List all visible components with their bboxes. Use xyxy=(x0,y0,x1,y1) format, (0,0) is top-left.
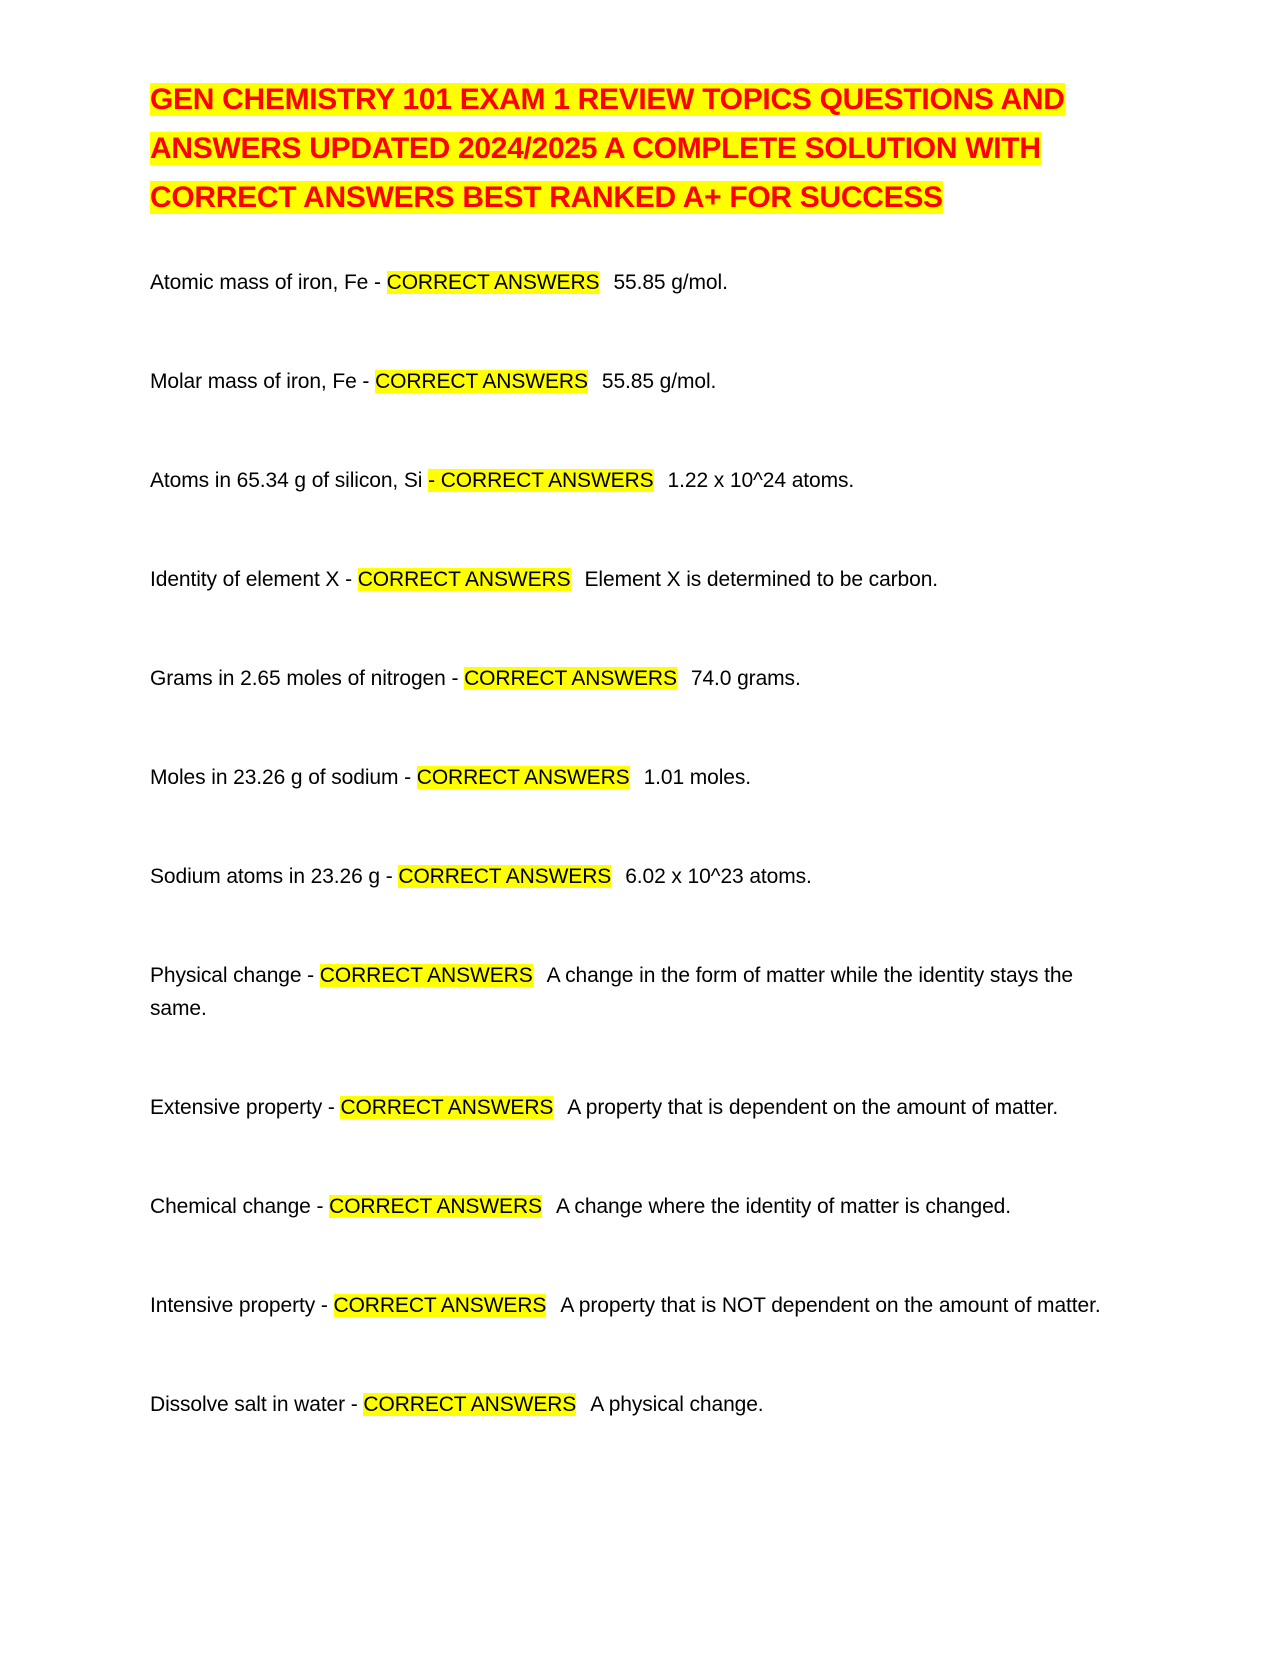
qa-term: Molar mass of iron, Fe - xyxy=(150,370,376,393)
qa-term: Physical change - xyxy=(150,964,320,987)
qa-entry xyxy=(150,365,1110,398)
qa-entry xyxy=(150,266,1110,299)
qa-entry xyxy=(150,1388,1110,1421)
correct-answers-label: CORRECT ANSWERS xyxy=(363,1393,577,1416)
qa-entry xyxy=(150,464,1110,497)
qa-entry xyxy=(150,1289,1110,1322)
qa-term: Atomic mass of iron, Fe - xyxy=(150,271,387,294)
qa-answer: A change where the identity of matter is changed. xyxy=(555,1195,1011,1218)
correct-answers-label: CORRECT ANSWERS xyxy=(357,568,571,591)
qa-term: Dissolve salt in water - xyxy=(150,1393,364,1416)
qa-entry xyxy=(150,959,1110,1025)
correct-answers-label: CORRECT ANSWERS xyxy=(333,1294,547,1317)
qa-term: Moles in 23.26 g of sodium - xyxy=(150,766,417,789)
qa-answer: A property that is NOT dependent on the amount of matter. xyxy=(560,1294,1101,1317)
correct-answers-label: CORRECT ANSWERS xyxy=(386,271,600,294)
qa-entry xyxy=(150,761,1110,794)
correct-answers-label: CORRECT ANSWERS xyxy=(398,865,612,888)
qa-entry xyxy=(150,1091,1110,1124)
qa-term: Extensive property - xyxy=(150,1096,341,1119)
qa-term: Chemical change - xyxy=(150,1195,330,1218)
qa-answer: A property that is dependent on the amount of matter. xyxy=(567,1096,1059,1119)
correct-answers-label: CORRECT ANSWERS xyxy=(416,766,630,789)
qa-term: Grams in 2.65 moles of nitrogen - xyxy=(150,667,465,690)
qa-entry xyxy=(150,1190,1110,1223)
correct-answers-label: CORRECT ANSWERS xyxy=(464,667,677,690)
qa-term: Identity of element X - xyxy=(150,568,358,591)
qa-answer: 55.85 g/mol. xyxy=(601,370,717,393)
correct-answers-label: CORRECT ANSWERS xyxy=(375,370,588,393)
qa-list xyxy=(150,266,1110,1421)
correct-answers-label: - CORRECT ANSWERS xyxy=(428,469,654,492)
qa-answer: 55.85 g/mol. xyxy=(613,271,728,294)
correct-answers-label: CORRECT ANSWERS xyxy=(319,964,533,987)
qa-answer: A physical change. xyxy=(590,1393,764,1416)
document-page xyxy=(150,75,1110,1487)
qa-term: Atoms in 65.34 g of silicon, Si xyxy=(150,469,429,492)
qa-entry xyxy=(150,860,1110,893)
qa-entry xyxy=(150,563,1110,596)
title-highlight: GEN CHEMISTRY 101 EXAM 1 REVIEW TOPICS QUESTIONS AND ANSWERS UPDATED 2024/2025 A COMPLETE SOLUTION WITH CORRECT ANSWERS BEST RANKED A+ FOR SUCCESS xyxy=(150,83,1065,214)
qa-answer: 6.02 x 10^23 atoms. xyxy=(625,865,812,888)
document-title xyxy=(150,75,1110,222)
qa-answer: 74.0 grams. xyxy=(690,667,801,690)
correct-answers-label: CORRECT ANSWERS xyxy=(329,1195,542,1218)
correct-answers-label: CORRECT ANSWERS xyxy=(340,1096,554,1119)
qa-answer: A change in the form of matter while the identity stays the same. xyxy=(150,964,1073,1020)
qa-answer: Element X is determined to be carbon. xyxy=(584,568,939,591)
qa-answer: 1.01 moles. xyxy=(643,766,752,789)
qa-term: Intensive property - xyxy=(150,1294,334,1317)
qa-term: Sodium atoms in 23.26 g - xyxy=(150,865,399,888)
qa-answer: 1.22 x 10^24 atoms. xyxy=(667,469,855,492)
qa-entry xyxy=(150,662,1110,695)
